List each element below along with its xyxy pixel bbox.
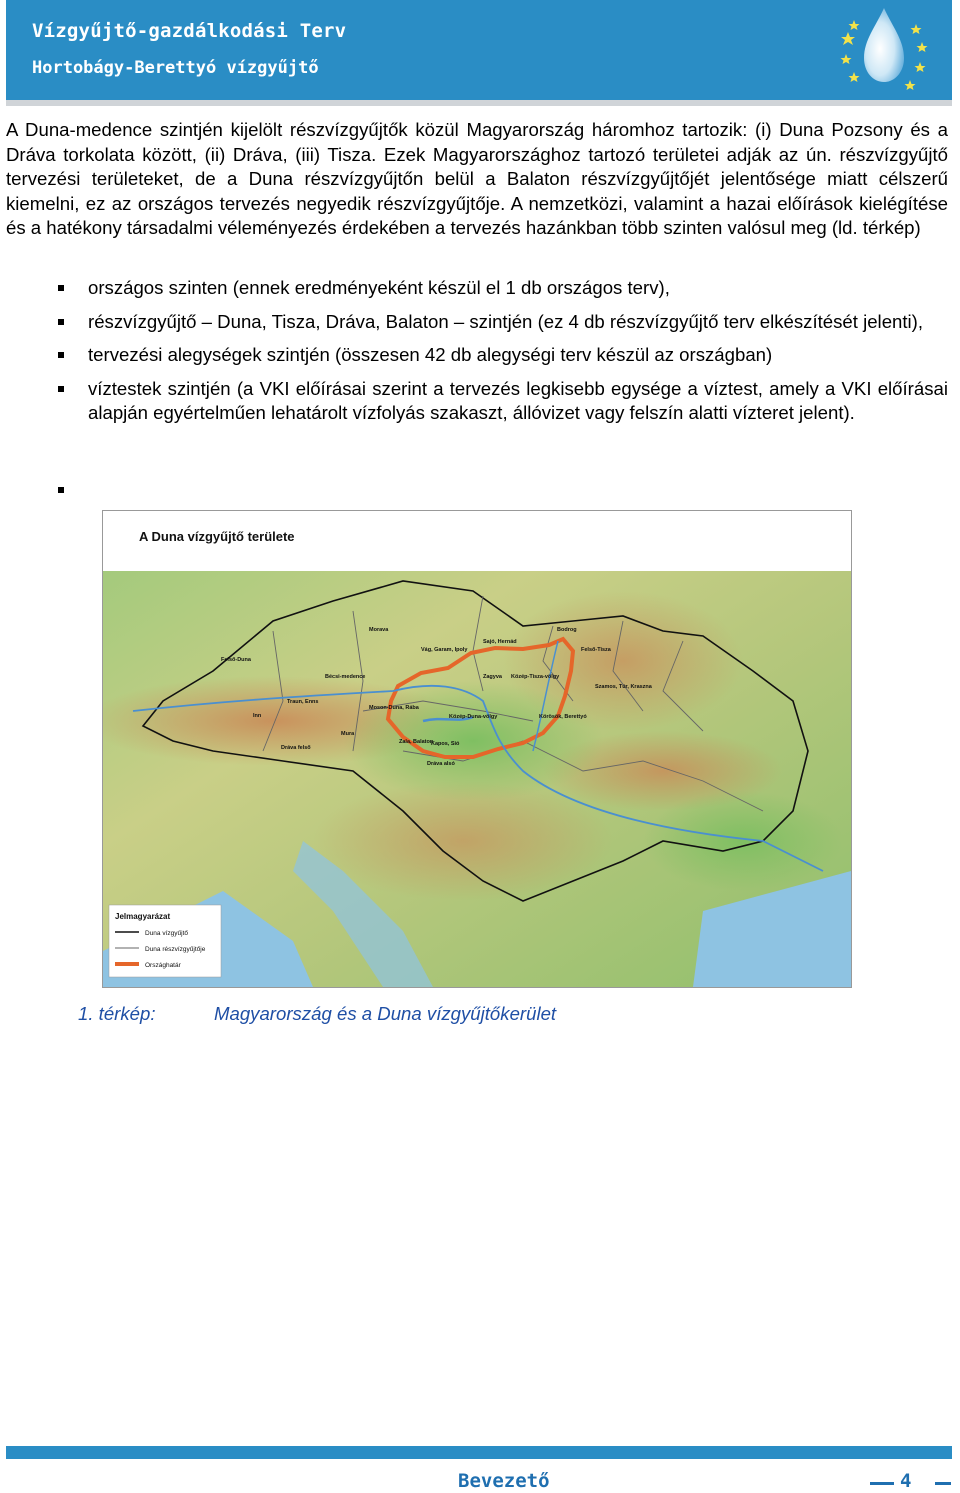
empty-bullet-icon xyxy=(58,487,64,493)
legend-item: Országhatár xyxy=(145,962,181,969)
list-item xyxy=(58,343,948,368)
label-kozep-duna: Közép-Duna-völgy xyxy=(449,714,498,720)
header-divider xyxy=(6,100,952,106)
list-item-text: részvízgyűjtő – Duna, Tisza, Dráva, Balaton – szintjén (ez 4 db részvízgyűjtő terv elkészítését jelenti), xyxy=(88,310,924,332)
list-item xyxy=(58,310,948,335)
list-item-text: víztestek szintjén (a VKI előírásai szerint a tervezés legkisebb egysége a víztest, amely a VKI előírásai alapján egyértelműen lehatárolt vízfolyás szakaszt, állóvizet vagy felszín alatti vízteret jelent). xyxy=(88,377,948,423)
legend-title: Jelmagyarázat xyxy=(115,912,171,921)
bullet-icon xyxy=(58,352,64,358)
label-koros: Körösök, Berettyó xyxy=(539,714,587,720)
caption-text: Magyarország és a Duna vízgyűjtőkerület xyxy=(214,1003,557,1024)
label-kozep-tisza: Közép-Tisza-völgy xyxy=(511,674,560,680)
bullet-icon xyxy=(58,285,64,291)
page-number: 4 xyxy=(900,1470,912,1492)
footer-section-title: Bevezető xyxy=(458,1470,550,1492)
header-title: Vízgyűjtő-gazdálkodási Terv xyxy=(32,20,347,42)
list-item xyxy=(58,377,948,426)
footer-divider xyxy=(6,1446,952,1459)
label-zala: Zala, Balaton xyxy=(399,739,434,745)
header-subtitle: Hortobágy-Berettyó vízgyűjtő xyxy=(32,58,319,78)
label-kapos: Kapos, Sió xyxy=(431,741,460,747)
label-zagyva: Zagyva xyxy=(483,674,502,680)
water-drop-logo-icon xyxy=(830,2,938,94)
page-header xyxy=(6,0,952,100)
label-szamos: Szamos, Túr, Kraszna xyxy=(595,684,652,690)
label-drava-also: Dráva alsó xyxy=(427,761,455,767)
legend-item: Duna vízgyűjtő xyxy=(145,930,188,937)
label-drava-felso: Dráva felső xyxy=(281,745,311,751)
caption-number: 1. térkép: xyxy=(78,1003,156,1024)
label-morava: Morava xyxy=(369,627,389,633)
list-item xyxy=(58,276,948,301)
planning-levels-list xyxy=(58,276,948,435)
label-moson: Moson-Duna, Rába xyxy=(369,705,419,711)
label-mura: Mura xyxy=(341,731,355,737)
label-inn: Inn xyxy=(253,713,262,719)
footer-dash xyxy=(935,1482,951,1485)
map-graphic xyxy=(103,511,851,987)
legend-item: Duna részvízgyűjtője xyxy=(145,946,206,953)
list-item-text: tervezési alegységek szintjén (összesen 42 db alegységi terv készül az országban) xyxy=(88,344,773,365)
label-becsi: Bécsi-medence xyxy=(325,674,366,680)
label-felso-tisza: Felső-Tisza xyxy=(581,647,611,653)
footer-dash xyxy=(870,1482,894,1485)
label-traun: Traun, Enns xyxy=(287,699,319,705)
label-felso-duna: Felső-Duna xyxy=(221,657,251,663)
label-bodrog: Bodrog xyxy=(557,627,577,633)
danube-basin-map xyxy=(102,510,852,988)
label-vag: Vág, Garam, Ipoly xyxy=(421,647,468,653)
intro-paragraph xyxy=(6,118,948,241)
list-item-text: országos szinten (ennek eredményeként készül el 1 db országos terv), xyxy=(88,277,670,298)
intro-text: A Duna-medence szintjén kijelölt részvízgyűjtők közül Magyarország háromhoz tartozik: (i) Duna Pozsony és a Dráva torkolata között, (ii) Dráva, (iii) Tisza. Ezek Magyarországhoz tartozó területei adják az ún. részvízgyűjtő tervezési területeket, de a Duna részvízgyűjtőn belül a Balaton részvízgyűjtőjét jelentősége miatt célszerű kiemelni, ez az országos tervezés negyedik részvízgyűjtője. A nemzetközi, valamint a hazai előírások kielégítése és a hatékony társadalmi véleményezés érdekében a tervezés hazánkban több szinten valósul meg (ld. térkép) xyxy=(6,119,948,238)
bullet-icon xyxy=(58,386,64,392)
map-title: A Duna vízgyűjtő területe xyxy=(139,529,295,544)
bullet-icon xyxy=(58,319,64,325)
label-sajo: Sajó, Hernád xyxy=(483,639,517,645)
